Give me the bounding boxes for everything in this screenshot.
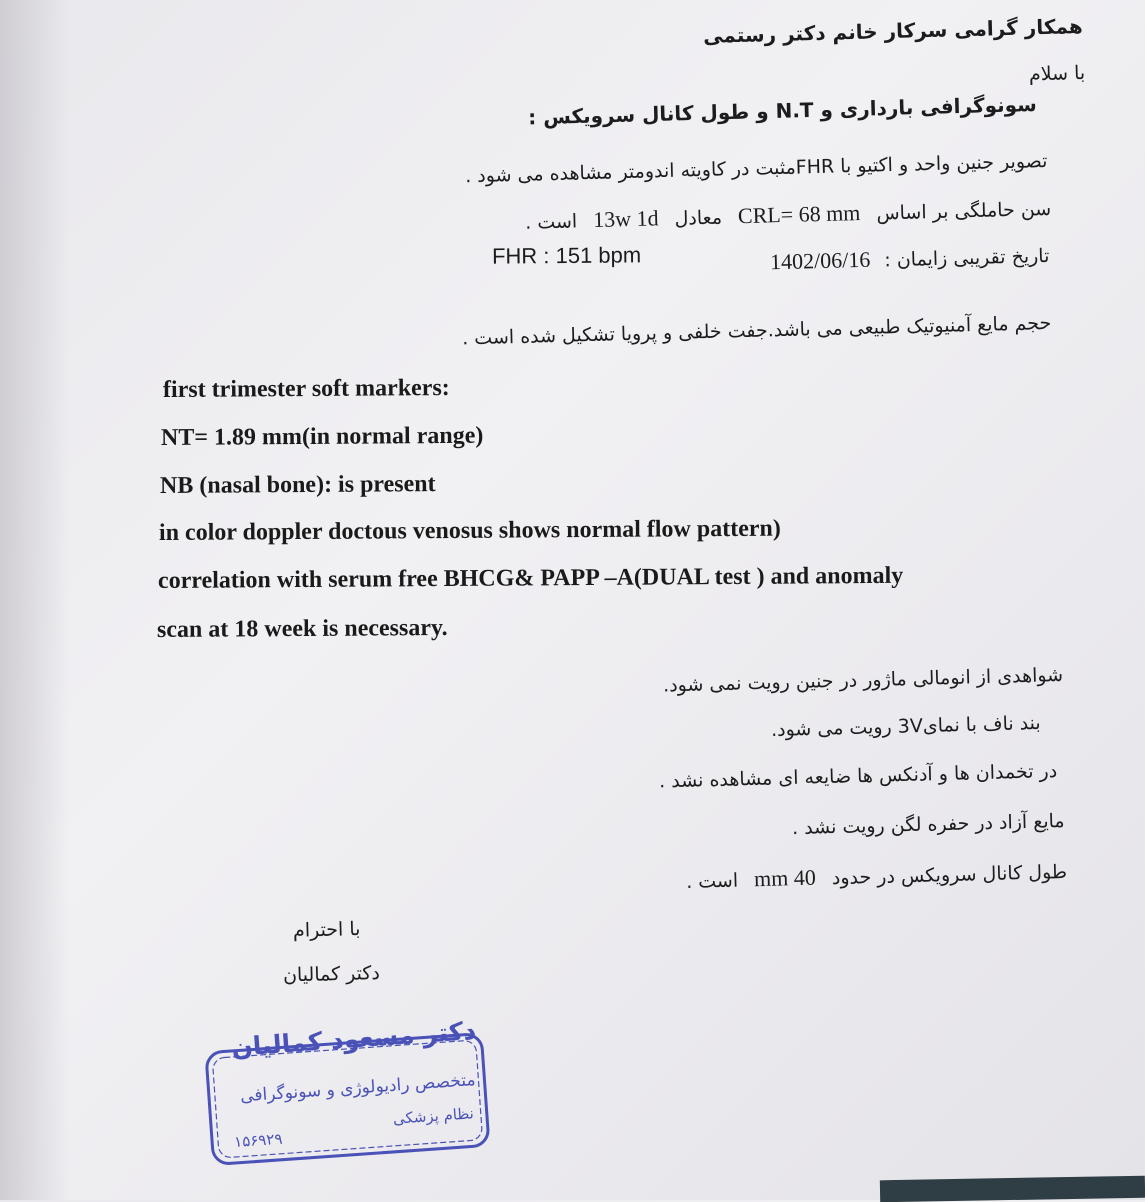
gestational-age-line	[525, 195, 1052, 235]
doppler-finding: in color doppler doctous venosus shows normal flow pattern)	[158, 515, 781, 546]
due-date-value: 1402/06/16	[769, 246, 871, 275]
nasal-bone: NB (nasal bone): is present	[159, 471, 436, 499]
nt-measurement: NT= 1.89 mm(in normal range)	[160, 422, 484, 451]
stamp-org: نظام پزشکی	[392, 1104, 475, 1128]
markers-title: first trimester soft markers:	[162, 374, 450, 403]
conclusion-fluid: مایع آزاد در حفره لگن رویت نشد .	[792, 810, 1066, 840]
table-edge	[880, 1176, 1145, 1202]
cervix-value: 40 mm	[753, 864, 817, 892]
cervix-suffix: است .	[685, 869, 739, 893]
equals-label: معادل	[674, 206, 723, 230]
amniotic-finding: حجم مایع آمنیوتیک طبیعی می باشد.جفت خلفی و پرویا تشکیل شده است .	[461, 312, 1052, 350]
fetus-finding: تصویر جنین واحد و اکتیو با FHRمثبت در کاویته اندومتر مشاهده می شود .	[464, 150, 1048, 188]
age-suffix: است .	[524, 210, 578, 234]
stamp-number: ۱۵۶۹۲۹	[233, 1129, 284, 1152]
conclusion-anomaly: شواهدی از انومالی ماژور در جنین رویت نمی شود.	[662, 664, 1064, 697]
conclusion-cord: بند ناف با نمای3V رویت می شود.	[771, 712, 1042, 742]
subject: سونوگرافی بارداری و N.T و طول کانال سرویکس :	[528, 92, 1038, 130]
fhr-value: FHR : 151 bpm	[491, 242, 642, 269]
paper-shadow	[0, 0, 70, 1200]
signature-name: دکتر کمالیان	[282, 962, 381, 987]
cervix-line	[686, 858, 1068, 894]
salutation: با سلام	[1028, 62, 1086, 86]
age-prefix: سن حاملگی بر اساس	[876, 198, 1052, 225]
due-date-line	[769, 242, 1049, 275]
crl-value: CRL= 68 mm	[737, 200, 861, 229]
stamp-name: دکتر مسعود کمالیان	[230, 1015, 477, 1062]
stamp-title: متخصص رادیولوژی و سونوگرافی	[239, 1070, 477, 1107]
greeting: همکار گرامی سرکار خانم دکتر رستمی	[703, 14, 1084, 48]
correlation-note: correlation with serum free BHCG& PAPP –A(DUAL test ) and anomaly	[157, 562, 904, 594]
closing: با احترام	[292, 918, 361, 942]
gestational-age-value: 13w 1d	[592, 205, 659, 232]
cervix-prefix: طول کانال سرویکس در حدود	[831, 861, 1068, 890]
scan-note: scan at 18 week is necessary.	[156, 614, 448, 643]
doctor-stamp	[201, 1015, 495, 1170]
conclusion-ovaries: در تخمدان ها و آدنکس ها ضایعه ای مشاهده نشد .	[658, 760, 1058, 793]
due-date-label: تاریخ تقریبی زایمان :	[883, 245, 1050, 272]
